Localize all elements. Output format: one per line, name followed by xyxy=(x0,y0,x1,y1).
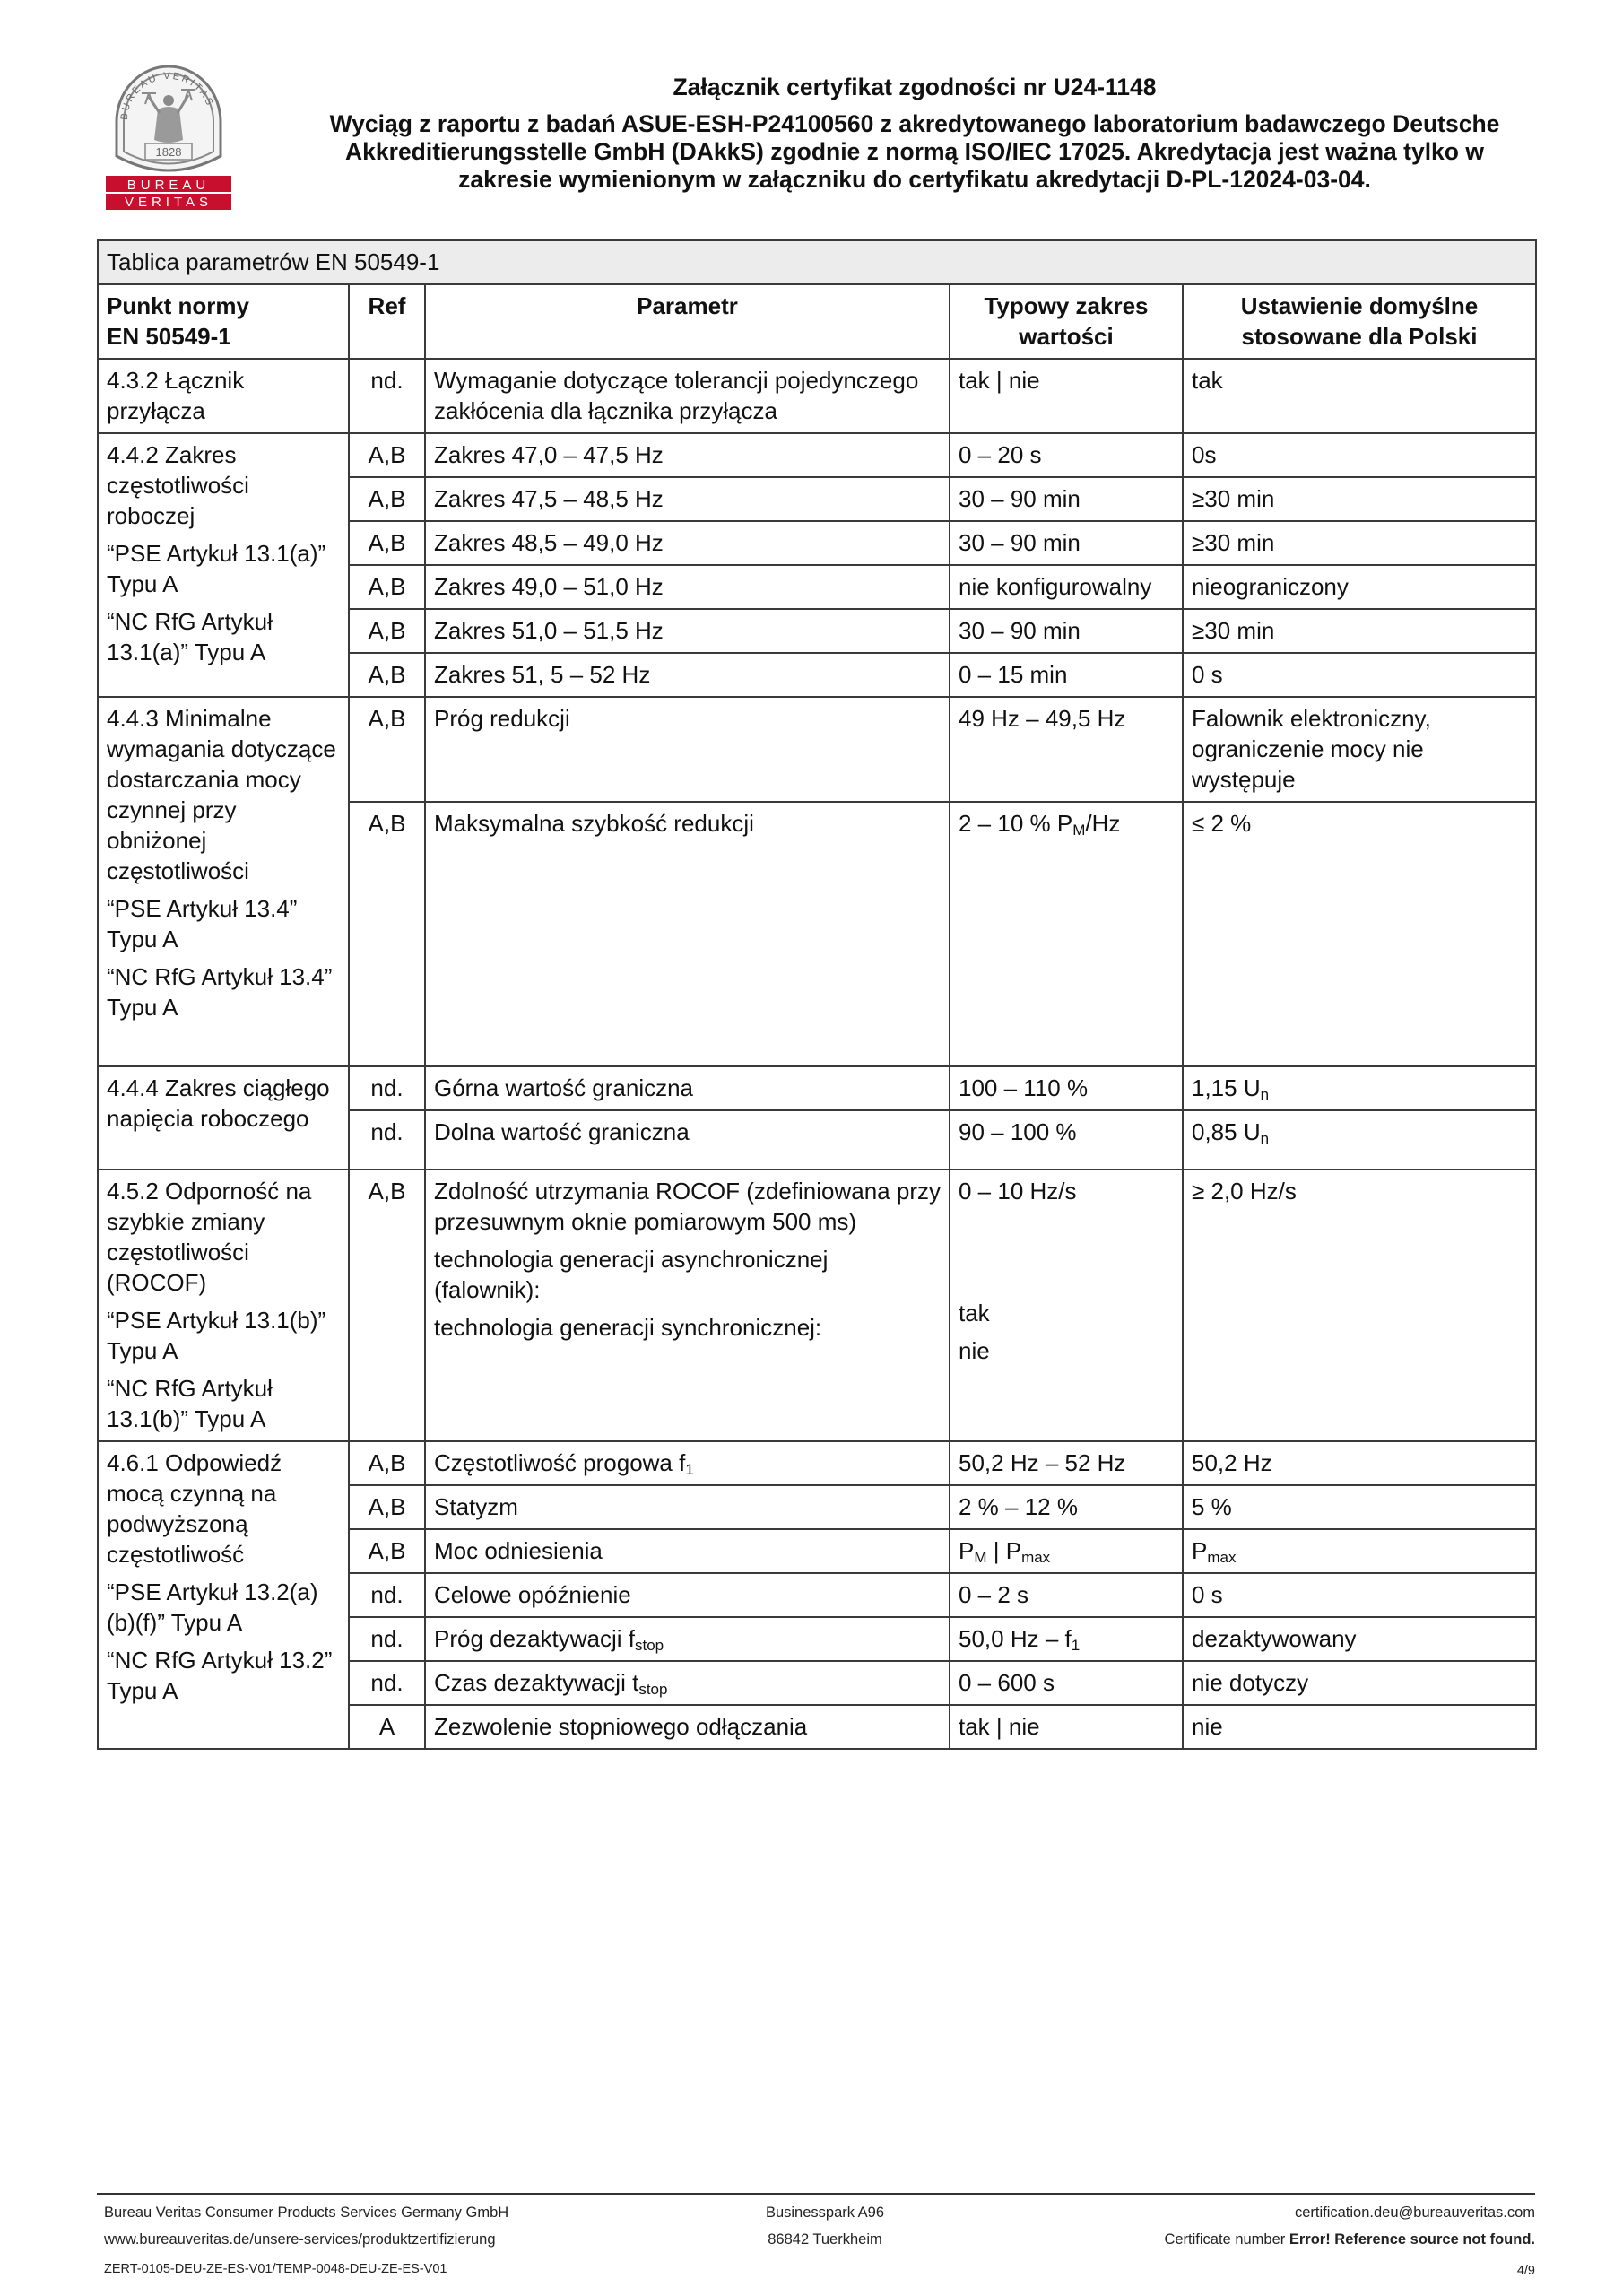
ref-cell: A,B xyxy=(349,565,425,609)
parameter-cell: Zakres 48,5 – 49,0 Hz xyxy=(425,521,950,565)
clause-text: “PSE Artykuł 13.1(a)” Typu A xyxy=(107,540,326,597)
parameter-cell: Próg redukcji xyxy=(425,697,950,802)
range-cell: 49 Hz – 49,5 Hz xyxy=(950,697,1183,802)
parameter-cell: Zakres 51, 5 – 52 Hz xyxy=(425,653,950,697)
default-cell: ≥30 min xyxy=(1183,521,1536,565)
range-cell: 0 – 600 s xyxy=(950,1661,1183,1705)
parameter-text: Czas dezaktywacji t xyxy=(434,1669,639,1696)
range-text: 0 – 10 Hz/s xyxy=(959,1178,1077,1205)
range-cell: 100 – 110 % xyxy=(950,1066,1183,1110)
range-cell: 2 % – 12 % xyxy=(950,1485,1183,1529)
parameter-text: technologia generacji asynchronicznej (falownik): xyxy=(434,1246,829,1303)
range-cell: tak | nie xyxy=(950,359,1183,433)
default-subscript: max xyxy=(1207,1549,1237,1566)
default-cell: nie dotyczy xyxy=(1183,1661,1536,1705)
parameter-subscript: stop xyxy=(634,1637,664,1654)
document-subtitle-line: zakresie wymienionym w załączniku do certyfikatu akredytacji D-PL-12024-03-04. xyxy=(458,166,1371,193)
default-cell: dezaktywowany xyxy=(1183,1617,1536,1661)
range-cell: 90 – 100 % xyxy=(950,1110,1183,1170)
range-text: 50,0 Hz – f xyxy=(959,1625,1072,1652)
range-cell: 0 – 2 s xyxy=(950,1573,1183,1617)
header-ref: Ref xyxy=(349,284,425,359)
parameter-text: technologia generacji synchronicznej: xyxy=(434,1314,822,1341)
header-range-line: Typowy zakres xyxy=(984,292,1149,319)
table-title: Tablica parametrów EN 50549-1 xyxy=(98,240,1536,284)
header-default-line: Ustawienie domyślne xyxy=(1240,292,1479,319)
default-text: P xyxy=(1192,1537,1208,1564)
default-subscript: n xyxy=(1260,1130,1270,1147)
ref-cell: A,B xyxy=(349,1441,425,1485)
clause-cell xyxy=(98,433,349,697)
range-cell: 30 – 90 min xyxy=(950,477,1183,521)
footer-page-number: 4/9 xyxy=(1516,2264,1535,2278)
parameter-cell: Zakres 49,0 – 51,0 Hz xyxy=(425,565,950,609)
document-subtitle-line: Akkreditierungsstelle GmbH (DAkkS) zgodnie z normą ISO/IEC 17025. Akredytacja jest ważna tylko w xyxy=(345,138,1484,165)
range-cell xyxy=(950,1170,1183,1441)
clause-cell xyxy=(98,1066,349,1170)
clause-text: 4.5.2 Odporność na szybkie zmiany częstotliwości (ROCOF) xyxy=(107,1178,312,1296)
footer-right xyxy=(1164,2203,1535,2249)
default-text: 0,85 U xyxy=(1192,1118,1261,1145)
header-default-line: stosowane dla Polski xyxy=(1241,323,1478,350)
range-cell: 30 – 90 min xyxy=(950,521,1183,565)
ref-cell: A,B xyxy=(349,1529,425,1573)
clause-text: “NC RfG Artykuł 13.1(b)” Typu A xyxy=(107,1375,273,1432)
certificate-label: Certificate number xyxy=(1164,2231,1289,2248)
parameter-cell: Zakres 51,0 – 51,5 Hz xyxy=(425,609,950,653)
ref-cell: A,B xyxy=(349,653,425,697)
ref-cell: nd. xyxy=(349,1110,425,1170)
parameter-cell: Zezwolenie stopniowego odłączania xyxy=(425,1705,950,1749)
ref-cell: nd. xyxy=(349,1617,425,1661)
parameter-cell: Zakres 47,0 – 47,5 Hz xyxy=(425,433,950,477)
logo-band-bottom: VERITAS xyxy=(124,195,213,210)
parameter-text: Zdolność utrzymania ROCOF (zdefiniowana przy przesuwnym oknie pomiarowym 500 ms) xyxy=(434,1178,941,1235)
footer-address-line: 86842 Tuerkheim xyxy=(768,2231,882,2248)
parameter-cell: Zakres 47,5 – 48,5 Hz xyxy=(425,477,950,521)
parameter-cell: Moc odniesienia xyxy=(425,1529,950,1573)
header-default-setting xyxy=(1183,284,1536,359)
default-cell: ≤ 2 % xyxy=(1183,802,1536,1066)
parameter-cell: Dolna wartość graniczna xyxy=(425,1110,950,1170)
default-cell: ≥ 2,0 Hz/s xyxy=(1183,1170,1536,1441)
header-clause-line: Punkt normy xyxy=(107,292,249,319)
range-text: 2 – 10 % P xyxy=(959,810,1073,837)
range-cell xyxy=(950,802,1183,1066)
parameter-cell xyxy=(425,1441,950,1485)
table-row xyxy=(98,697,1536,802)
range-subscript: max xyxy=(1021,1549,1051,1566)
clause-text: 4.4.2 Zakres częstotliwości roboczej xyxy=(107,441,249,529)
table-row xyxy=(98,433,1536,477)
default-cell xyxy=(1183,1529,1536,1573)
parameter-cell xyxy=(425,1617,950,1661)
range-subscript: 1 xyxy=(1071,1637,1081,1654)
parameter-cell xyxy=(425,1661,950,1705)
default-cell: tak xyxy=(1183,359,1536,433)
bureau-veritas-logo xyxy=(106,50,231,212)
header-typical-range xyxy=(950,284,1183,359)
certificate-value: Error! Reference source not found. xyxy=(1289,2231,1535,2248)
clause-text: 4.4.4 Zakres ciągłego napięcia roboczego xyxy=(107,1074,330,1132)
ref-cell: nd. xyxy=(349,1661,425,1705)
ref-cell: A,B xyxy=(349,1485,425,1529)
range-cell: 0 – 20 s xyxy=(950,433,1183,477)
ref-cell: nd. xyxy=(349,359,425,433)
parameter-table xyxy=(97,239,1537,1750)
document-title: Załącznik certyfikat zgodności nr U24-1148 xyxy=(673,74,1157,100)
clause-text: “PSE Artykuł 13.1(b)” Typu A xyxy=(107,1307,326,1364)
parameter-cell: Celowe opóźnienie xyxy=(425,1573,950,1617)
ref-cell: A,B xyxy=(349,477,425,521)
clause-text: “NC RfG Artykuł 13.2” Typu A xyxy=(107,1647,333,1704)
logo-emblem xyxy=(106,50,231,212)
clause-text: “NC RfG Artykuł 13.4” Typu A xyxy=(107,963,333,1021)
ref-cell: A,B xyxy=(349,1170,425,1441)
range-cell: tak | nie xyxy=(950,1705,1183,1749)
clause-cell xyxy=(98,1170,349,1441)
range-subscript: M xyxy=(974,1549,987,1566)
ref-cell: A,B xyxy=(349,609,425,653)
ref-cell: A,B xyxy=(349,521,425,565)
clause-cell xyxy=(98,1441,349,1749)
parameter-text: Częstotliwość progowa f xyxy=(434,1449,686,1476)
parameter-cell: Statyzm xyxy=(425,1485,950,1529)
document-subtitle-line: Wyciąg z raportu z badań ASUE-ESH-P24100560 z akredytowanego laboratorium badawczego Deutsche xyxy=(329,110,1500,137)
range-subscript: M xyxy=(1072,822,1086,839)
ref-cell: A,B xyxy=(349,433,425,477)
parameter-cell: Maksymalna szybkość redukcji xyxy=(425,802,950,1066)
header-parameter: Parametr xyxy=(425,284,950,359)
footer-company: Bureau Veritas Consumer Products Services Germany GmbH xyxy=(104,2205,509,2221)
range-cell xyxy=(950,1617,1183,1661)
default-cell: Falownik elektroniczny, ograniczenie mocy nie występuje xyxy=(1183,697,1536,802)
range-cell: 30 – 90 min xyxy=(950,609,1183,653)
range-text: /Hz xyxy=(1085,810,1121,837)
header-clause-line: EN 50549-1 xyxy=(107,323,231,350)
table-title-row xyxy=(98,240,1536,284)
clause-cell xyxy=(98,697,349,1066)
footer-website-link[interactable]: www.bureauveritas.de/unsere-services/produktzertifizierung xyxy=(104,2231,496,2248)
default-cell: nieograniczony xyxy=(1183,565,1536,609)
parameter-text: Próg dezaktywacji f xyxy=(434,1625,635,1652)
clause-text: 4.3.2 Łącznik przyłącza xyxy=(107,367,245,424)
clause-text: “PSE Artykuł 13.4” Typu A xyxy=(107,895,298,952)
default-text: 1,15 U xyxy=(1192,1074,1261,1101)
default-cell xyxy=(1183,1110,1536,1170)
footer-left xyxy=(104,2203,508,2249)
clause-text: 4.6.1 Odpowiedź mocą czynną na podwyższoną częstotliwość xyxy=(107,1449,282,1568)
table-row xyxy=(98,359,1536,433)
document-header xyxy=(296,74,1533,194)
header-clause xyxy=(98,284,349,359)
clause-text: 4.4.3 Minimalne wymagania dotyczące dostarczania mocy czynnej przy obniżonej częstotliwości xyxy=(107,705,336,884)
range-text: P xyxy=(959,1537,975,1564)
footer-address xyxy=(717,2203,933,2249)
clause-cell xyxy=(98,359,349,433)
footer-address-line: Businesspark A96 xyxy=(765,2205,885,2221)
clause-text: “PSE Artykuł 13.2(a)(b)(f)” Typu A xyxy=(107,1578,318,1636)
ref-cell: A xyxy=(349,1705,425,1749)
default-cell: 5 % xyxy=(1183,1485,1536,1529)
parameter-cell: Górna wartość graniczna xyxy=(425,1066,950,1110)
parameter-cell: Wymaganie dotyczące tolerancji pojedynczego zakłócenia dla łącznika przyłącza xyxy=(425,359,950,433)
range-text: nie xyxy=(959,1337,990,1364)
default-cell: 50,2 Hz xyxy=(1183,1441,1536,1485)
default-cell: 0 s xyxy=(1183,653,1536,697)
footer-certificate-number xyxy=(1164,2230,1535,2249)
parameter-subscript: 1 xyxy=(685,1461,694,1478)
footer-email-link[interactable]: certification.deu@bureauveritas.com xyxy=(1294,2205,1535,2221)
table-row xyxy=(98,1066,1536,1110)
parameter-subscript: stop xyxy=(638,1681,668,1698)
range-cell: nie konfigurowalny xyxy=(950,565,1183,609)
ref-cell: nd. xyxy=(349,1066,425,1110)
default-cell: 0 s xyxy=(1183,1573,1536,1617)
table-row xyxy=(98,1441,1536,1485)
header-range-line: wartości xyxy=(1019,323,1114,350)
default-cell xyxy=(1183,1066,1536,1110)
logo-year: 1828 xyxy=(155,145,182,159)
footer-divider xyxy=(97,2193,1535,2195)
default-cell: ≥30 min xyxy=(1183,477,1536,521)
range-cell xyxy=(950,1529,1183,1573)
default-cell: 0s xyxy=(1183,433,1536,477)
table-row xyxy=(98,1170,1536,1441)
parameter-cell xyxy=(425,1170,950,1441)
default-cell: ≥30 min xyxy=(1183,609,1536,653)
logo-band-top: BUREAU xyxy=(126,178,211,193)
range-text: | P xyxy=(986,1537,1022,1564)
clause-text: “NC RfG Artykuł 13.1(a)” Typu A xyxy=(107,608,273,665)
default-subscript: n xyxy=(1260,1086,1270,1103)
range-cell: 0 – 15 min xyxy=(950,653,1183,697)
ref-cell: nd. xyxy=(349,1573,425,1617)
default-cell: nie xyxy=(1183,1705,1536,1749)
footer-document-code: ZERT-0105-DEU-ZE-ES-V01/TEMP-0048-DEU-ZE-ES-V01 xyxy=(104,2262,447,2276)
ref-cell: A,B xyxy=(349,697,425,802)
table-header-row xyxy=(98,284,1536,359)
range-text: tak xyxy=(959,1300,990,1326)
range-cell: 50,2 Hz – 52 Hz xyxy=(950,1441,1183,1485)
logo-arc-text: BUREAU VERITAS xyxy=(118,70,216,121)
ref-cell: A,B xyxy=(349,802,425,1066)
